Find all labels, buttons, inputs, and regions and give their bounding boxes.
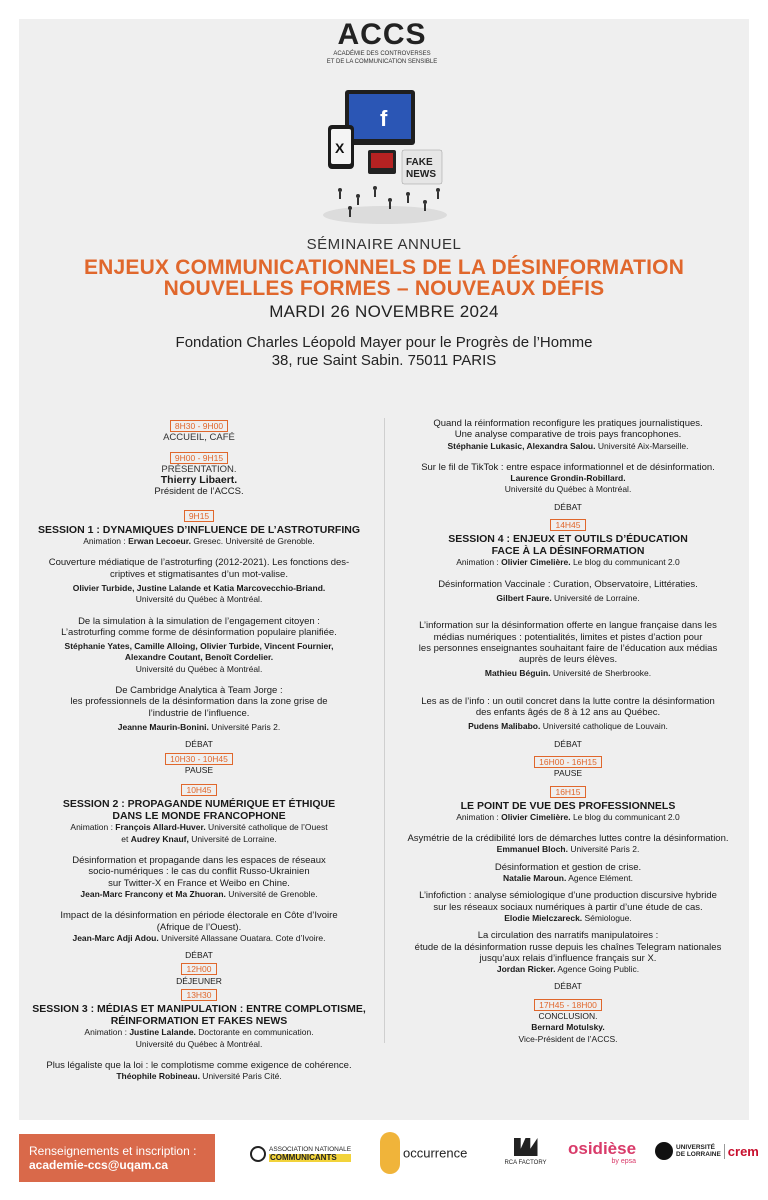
- page-title-line2: NOUVELLES FORMES – NOUVEAUX DÉFIS: [163, 277, 605, 300]
- talk-authors: Gilbert Faure. Université de Lorraine.: [496, 592, 640, 603]
- schedule-item: CONCLUSION.: [538, 1010, 598, 1021]
- session-title: DANS LE MONDE FRANCOPHONE: [112, 810, 286, 823]
- talk-title: De la simulation à la simulation de l’engagement citoyen :: [78, 615, 320, 627]
- seminar-label: SÉMINAIRE ANNUEL: [306, 236, 462, 253]
- time-badge: 16H00 - 16H15: [534, 756, 602, 768]
- talk-title: criptives et stigmatisantes d’un mot-valise.: [110, 568, 288, 580]
- sponsor-text: ASSOCIATION NATIONALE: [269, 1146, 352, 1153]
- communicants-logo-icon: [250, 1146, 266, 1162]
- talk-title: sur Twitter-X en France et Weibo en Chine.: [108, 877, 290, 889]
- talk-title: Désinformation et gestion de crise.: [494, 861, 642, 873]
- talk-title: auprès de leurs élèves.: [518, 654, 618, 666]
- talk-title: étude de la désinformation russe depuis les chaînes Telegram nationales: [414, 941, 722, 953]
- sponsor-logo-communicants: [250, 1146, 351, 1162]
- sponsor-text: DE LORRAINE: [676, 1151, 721, 1158]
- time-badge: 8H30 - 9H00: [170, 420, 228, 432]
- talk-title: La circulation des narratifs manipulatoires :: [477, 930, 659, 942]
- sponsor-text: RCA FACTORY: [504, 1160, 547, 1166]
- talk-title: L’infofiction : analyse sémiologique d’une production discursive hybride: [419, 890, 717, 902]
- accs-logo-sub1: ACADÉMIE DES CONTROVERSES: [333, 51, 431, 57]
- session-title: SESSION 1 : DYNAMIQUES D’INFLUENCE DE L’ASTROTURFING: [37, 524, 361, 537]
- occurrence-logo-icon: [380, 1132, 400, 1174]
- time-badge: 17H45 - 18H00: [534, 999, 602, 1011]
- debate-label: DÉBAT: [554, 738, 582, 749]
- session-moderator-affiliation: Université du Québec à Montréal.: [135, 1038, 263, 1049]
- debate-label: DÉBAT: [554, 501, 582, 512]
- talk-authors: Natalie Maroun. Agence Elément.: [503, 873, 633, 884]
- talk-title: Couverture médiatique de l’astroturfing (2012-2021). Les fonctions des-: [48, 557, 350, 569]
- talk-authors: Pudens Malibabo. Université catholique de Louvain.: [468, 721, 668, 732]
- schedule-item: PRÉSENTATION.: [161, 463, 237, 475]
- time-badge: 12H00: [181, 963, 216, 975]
- talk-authors: Jean-Marc Adji Adou. Université Allassane Ouatara. Cote d’Ivoire.: [72, 932, 326, 943]
- talk-authors: Alexandre Coutant, Benoît Cordelier.: [124, 652, 274, 663]
- talk-authors: Mathieu Béguin. Université de Sherbrooke.: [484, 668, 652, 679]
- session-title: LE POINT DE VUE DES PROFESSIONNELS: [460, 799, 676, 812]
- fake-news-text-2: NEWS: [406, 169, 436, 180]
- talk-title: Les as de l’info : un outil concret dans la lutte contre la désinformation: [421, 695, 715, 707]
- accs-logo-sub2: ET DE LA COMMUNICATION SENSIBLE: [326, 59, 438, 65]
- talk-title: Une analyse comparative de trois pays francophones.: [454, 429, 682, 441]
- talk-authors: Emmanuel Bloch. Université Paris 2.: [496, 844, 640, 855]
- sponsor-text: by epsa: [611, 1158, 637, 1165]
- talk-title: De Cambridge Analytica à Team Jorge :: [115, 685, 283, 697]
- sponsor-logo-occurrence: [380, 1132, 467, 1174]
- session-title: FACE À LA DÉSINFORMATION: [491, 545, 645, 558]
- talk-affiliation: Université du Québec à Montréal.: [135, 663, 263, 674]
- talk-authors: Stéphanie Yates, Camille Alloing, Olivier Turbide, Vincent Fournier,: [64, 641, 334, 652]
- talk-title: jusqu’aux relais d’influence français sur X.: [479, 952, 657, 964]
- accs-logo-mark: ACCS: [337, 18, 427, 51]
- talk-title: les professionnels de la désinformation dans la zone grise de: [70, 696, 328, 708]
- event-date: MARDI 26 NOVEMBRE 2024: [269, 302, 499, 321]
- venue-name: Fondation Charles Léopold Mayer pour le Progrès de l’Homme: [175, 334, 593, 351]
- talk-authors: Théophile Robineau. Université Paris Cité.: [116, 1071, 282, 1082]
- talk-affiliation: Université du Québec à Montréal.: [504, 484, 632, 495]
- contact-email-link[interactable]: academie-ccs@uqam.ca: [29, 1158, 169, 1172]
- session-moderator: et Audrey Knauf, Université de Lorraine.: [121, 833, 277, 844]
- speaker-name: Bernard Motulsky.: [531, 1022, 605, 1033]
- session-title: SESSION 2 : PROPAGANDE NUMÉRIQUE ET ÉTHIQUE: [62, 798, 336, 811]
- debate-label: DÉBAT: [554, 981, 582, 992]
- talk-title: médias numériques : potentialités, limites et pistes d’action pour: [433, 631, 703, 643]
- program-right-column: [398, 418, 738, 1045]
- time-badge: 9H00 - 9H15: [170, 452, 228, 464]
- talk-title: l’industrie de l’influence.: [148, 707, 250, 719]
- speaker-name: Thierry Libaert.: [160, 474, 238, 487]
- schedule-item: PAUSE: [184, 764, 214, 775]
- venue-address: 38, rue Saint Sabin. 75011 PARIS: [271, 352, 497, 369]
- time-badge: 13H30: [181, 989, 216, 1001]
- time-badge: 10H30 - 10H45: [165, 753, 233, 765]
- talk-title: Désinformation Vaccinale : Curation, Observatoire, Littératies.: [438, 578, 698, 590]
- talk-title: Asymétrie de la crédibilité lors de démarches luttes contre la désinformation.: [407, 833, 729, 845]
- hero-illustration: [320, 90, 450, 230]
- talk-authors: Olivier Turbide, Justine Lalande et Katia Marcovecchio-Briand.: [72, 582, 326, 593]
- talk-authors: Jeanne Maurin-Bonini. Université Paris 2.: [117, 721, 281, 732]
- talk-title: Quand la réinformation reconfigure les pratiques journalistiques.: [433, 418, 703, 429]
- talk-title: Sur le fil de TikTok : entre espace informationnel et de désinformation.: [421, 461, 715, 473]
- sponsor-logo-osidiese: [568, 1140, 636, 1165]
- page-title-line1: ENJEUX COMMUNICATIONNELS DE LA DÉSINFORMATION: [83, 256, 685, 279]
- talk-title: (Afrique de l’Ouest).: [156, 921, 242, 933]
- talk-authors: Jordan Ricker. Agence Going Public.: [496, 964, 640, 975]
- session-title: SESSION 3 : MÉDIAS ET MANIPULATION : ENTRE COMPLOTISME,: [32, 1003, 366, 1016]
- time-badge: 10H45: [181, 784, 216, 796]
- talk-authors: Elodie Mielczareck. Sémiologue.: [504, 912, 632, 923]
- session-title: SESSION 4 : ENJEUX ET OUTILS D’ÉDUCATION: [448, 533, 688, 546]
- sponsor-logo-rca: [498, 1138, 553, 1166]
- program-left-column: [29, 418, 369, 1082]
- schedule-item: DÉJEUNER: [176, 975, 222, 986]
- sponsor-text: UNIVERSITÉ: [676, 1144, 716, 1151]
- rca-logo-icon: [514, 1138, 538, 1156]
- sponsor-text: osidièse: [568, 1139, 637, 1158]
- sponsor-logo-lorraine: [655, 1142, 759, 1160]
- venue: [0, 334, 768, 370]
- talk-title: socio-numériques : le cas du conflit Russo-Ukrainien: [88, 866, 310, 878]
- schedule-item: PAUSE: [553, 768, 583, 779]
- talk-affiliation: Université du Québec à Montréal.: [135, 594, 263, 605]
- speaker-role: Président de l’ACCS.: [154, 486, 244, 498]
- contact-label: Renseignements et inscription :: [29, 1144, 197, 1158]
- column-divider: [384, 418, 385, 1043]
- session-moderator: Animation : Justine Lalande. Doctorante en communication.: [84, 1027, 314, 1038]
- debate-label: DÉBAT: [185, 950, 213, 961]
- speaker-role: Vice-Président de l’ACCS.: [518, 1033, 618, 1044]
- session-moderator: Animation : François Allard-Huver. Université catholique de l’Ouest: [70, 822, 328, 833]
- talk-title: sur les réseaux sociaux numériques à partir d’une étude de cas.: [433, 901, 703, 913]
- talk-authors: Stéphanie Lukasic, Alexandra Salou. Université Aix-Marseille.: [447, 440, 689, 451]
- sponsor-text: occurrence: [403, 1145, 468, 1161]
- x-icon: X: [335, 140, 345, 156]
- talk-title: L’astroturfing comme forme de désinformation populaire planifiée.: [61, 626, 337, 638]
- talk-title: Impact de la désinformation en période électorale en Côte d’Ivoire: [60, 910, 338, 922]
- session-moderator: Animation : Erwan Lecoeur. Gresec. Université de Grenoble.: [83, 536, 315, 547]
- session-moderator: Animation : Olivier Cimelière. Le blog du communicant 2.0: [456, 557, 680, 568]
- debate-label: DÉBAT: [185, 739, 213, 750]
- talk-title: des enfants âgés de 8 à 12 ans au Québec.: [475, 707, 661, 719]
- session-moderator: Animation : Olivier Cimelière. Le blog du communicant 2.0: [456, 811, 680, 822]
- schedule-item: ACCUEIL, CAFÉ: [163, 432, 235, 444]
- talk-title: les personnes enseignantes souhaitant faire de l’éducation aux médias: [418, 642, 718, 654]
- talk-title: L’information sur la désinformation offerte en langue française dans les: [419, 620, 717, 632]
- session-title: RÉINFORMATION ET FAKES NEWS: [110, 1015, 288, 1028]
- facebook-icon: f: [380, 106, 388, 131]
- lorraine-logo-icon: [655, 1142, 673, 1160]
- accs-logo: [322, 20, 442, 70]
- time-badge: 14H45: [550, 519, 585, 531]
- talk-authors: Jean-Marc Francony et Ma Zhuoran. Université de Grenoble.: [80, 888, 318, 899]
- talk-title: Désinformation et propagande dans les espaces de réseaux: [72, 855, 326, 867]
- talk-authors: Laurence Grondin-Robillard.: [510, 473, 626, 484]
- sponsor-text: COMMUNICANTS: [269, 1154, 351, 1162]
- time-badge: 16H15: [550, 786, 585, 798]
- sponsor-text: crem: [724, 1144, 759, 1159]
- time-badge: 9H15: [184, 510, 214, 522]
- fake-news-text-1: FAKE: [406, 157, 433, 168]
- contact-box: [19, 1134, 215, 1182]
- talk-title: Plus légaliste que la loi : le complotisme comme exigence de cohérence.: [46, 1059, 352, 1071]
